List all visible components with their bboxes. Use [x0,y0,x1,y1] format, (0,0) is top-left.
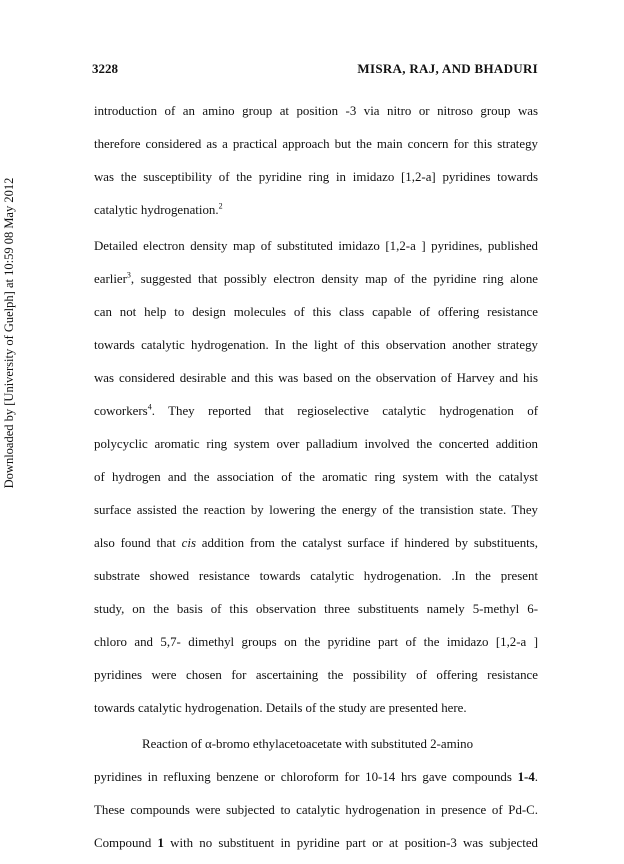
text-span: earlier [94,272,127,286]
text-line: was considered desirable and this was based on the observation of Harvey and his [94,371,538,385]
citation-ref: 3 [126,270,131,280]
compound-ref: 1 [157,836,164,850]
text-line [94,271,538,287]
text-line: introduction of an amino group at position -3 via nitro or nitroso group was [94,104,538,118]
text-span: . [534,770,538,784]
text-line: Reaction of α-bromo ethylacetoacetate with substituted 2-amino [142,737,474,751]
text-span: addition from the catalyst surface if hindered by substituents, [195,536,539,550]
text-line: study, on the basis of this observation three substituents namely 5-methyl 6- [94,602,538,616]
page-number: 3228 [92,61,118,76]
text-span: pyridines in refluxing benzene or chloroform for 10-14 hrs gave compounds [94,770,518,784]
italic-term: cis [181,536,196,550]
text-line: Detailed electron density map of substituted imidazo [1,2-a ] pyridines, published [94,239,538,253]
text-line: pyridines were chosen for ascertaining the possibility of offering resistance [94,668,538,682]
text-line: These compounds were subjected to catalytic hydrogenation in presence of Pd-C. [94,803,538,817]
text-span: also found that [94,536,182,550]
citation-ref: 2 [218,201,223,211]
download-watermark: Downloaded by [University of Guelph] at 10:59 08 May 2012 [2,177,16,489]
text-line: was the susceptibility of the pyridine ring in imidazo [1,2-a] pyridines towards [94,170,538,184]
text-line: surface assisted the reaction by lowering the energy of the transistion state. They [94,503,538,517]
text-span: . They reported that regioselective catalytic hydrogenation of [151,404,538,418]
text-line: towards catalytic hydrogenation. Details of the study are presented here. [94,701,467,715]
text-line: of hydrogen and the association of the aromatic ring system with the catalyst [94,470,538,484]
text-line: therefore considered as a practical approach but the main concern for this strategy [94,137,538,151]
text-line: towards catalytic hydrogenation. In the light of this observation another strategy [94,338,538,352]
text-line: polycyclic aromatic ring system over palladium involved the concerted addition [94,437,538,451]
citation-ref: 4 [147,402,152,412]
text-line: can not help to design molecules of this class capable of offering resistance [94,305,538,319]
text-line [94,535,538,551]
text-span: , suggested that possibly electron density map of the pyridine ring alone [130,272,538,286]
text-line [94,835,538,851]
text-line [94,769,538,785]
text-span: Compound [94,836,158,850]
running-head: MISRA, RAJ, AND BHADURI [357,61,538,76]
text-line: substrate showed resistance towards catalytic hydrogenation. .In the present [94,569,538,583]
compound-ref: 1-4 [517,770,535,784]
text-line [94,202,538,218]
text-span: catalytic hydrogenation. [94,203,219,217]
text-line: chloro and 5,7- dimethyl groups on the pyridine part of the imidazo [1,2-a ] [94,635,538,649]
text-span: coworkers [94,404,148,418]
text-span: with no substituent in pyridine part or at position-3 was subjected [163,836,538,850]
text-line [94,403,538,419]
